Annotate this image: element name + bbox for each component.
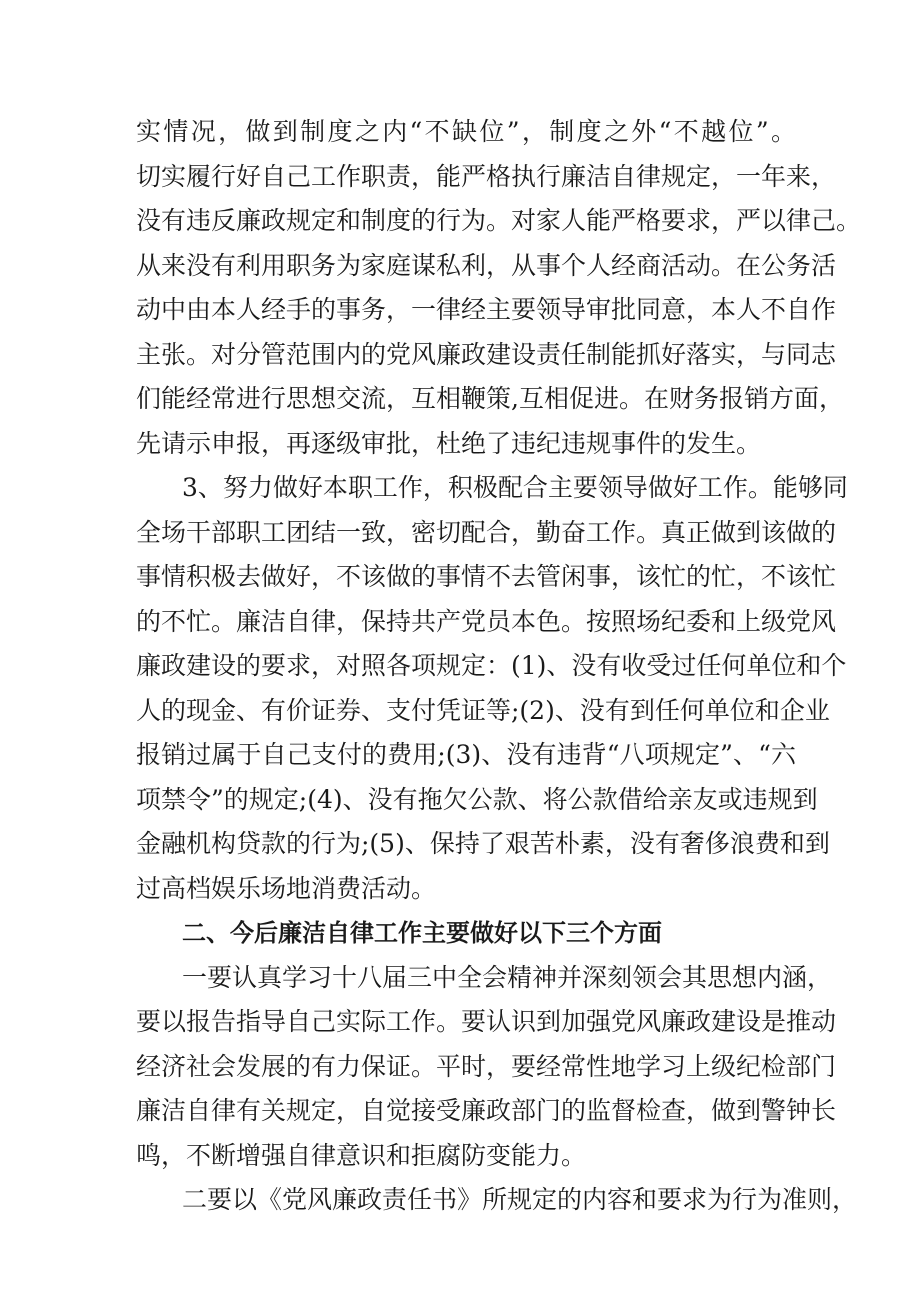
paragraph-line: 项禁令”的规定;(4)、没有拖欠公款、将公款借给亲友或违规到	[136, 785, 818, 814]
paragraph-line: 没有违反廉政规定和制度的行为。对家人能严格要求，严以律己。	[136, 206, 862, 235]
paragraph-line: 主张。对分管范围内的党风廉政建设责任制能抓好落实，与同志	[136, 340, 837, 369]
paragraph-line: 二要以《党风廉政责任书》所规定的内容和要求为行为准则，	[182, 1185, 858, 1214]
paragraph-line: 先请示申报，再逐级审批，杜绝了违纪违规事件的发生。	[136, 429, 762, 458]
paragraph-line: 过高档娱乐场地消费活动。	[136, 874, 437, 903]
paragraph-line: 3、努力做好本职工作，积极配合主要领导做好工作。能够同	[182, 473, 848, 502]
paragraph-line: 经济社会发展的有力保证。平时，要经常性地学习上级纪检部门	[136, 1052, 837, 1081]
paragraph-line: 人的现金、有价证券、支付凭证等;(2)、没有到任何单位和企业	[136, 696, 830, 725]
paragraph-line: 全场干部职工团结一致，密切配合，勤奋工作。真正做到该做的	[136, 518, 837, 547]
paragraph-line: 的不忙。廉洁自律，保持共产党员本色。按照场纪委和上级党风	[136, 607, 837, 636]
paragraph-line: 金融机构贷款的行为;(5)、保持了艰苦朴素，没有奢侈浪费和到	[136, 829, 830, 858]
paragraph-line: 动中由本人经手的事务，一律经主要领导审批同意，本人不自作	[136, 295, 837, 324]
section-heading: 二、今后廉洁自律工作主要做好以下三个方面	[182, 919, 662, 947]
paragraph-line: 廉洁自律有关规定，自觉接受廉政部门的监督检查，做到警钟长	[136, 1096, 837, 1125]
paragraph-line: 一要认真学习十八届三中全会精神并深刻领会其思想内涵，	[182, 963, 833, 992]
paragraph-line: 从来没有利用职务为家庭谋私利，从事个人经商活动。在公务活	[136, 251, 837, 280]
paragraph-line: 事情积极去做好，不该做的事情不去管闲事，该忙的忙，不该忙	[136, 562, 837, 591]
paragraph-line: 们能经常进行思想交流，互相鞭策,互相促进。在财务报销方面，	[136, 384, 844, 413]
paragraph-line: 切实履行好自己工作职责，能严格执行廉洁自律规定，一年来，	[136, 162, 837, 191]
paragraph-line: 要以报告指导自己实际工作。要认识到加强党风廉政建设是推动	[136, 1007, 837, 1036]
paragraph-line: 报销过属于自己支付的费用;(3)、没有违背“八项规定”、“六	[136, 740, 796, 769]
paragraph-line: 实情况，做到制度之内“不缺位”，制度之外“不越位”。	[136, 117, 796, 146]
paragraph-line: 鸣，不断增强自律意识和拒腐防变能力。	[136, 1141, 587, 1170]
paragraph-line: 廉政建设的要求，对照各项规定：(1)、没有收受过任何单位和个	[136, 651, 847, 680]
